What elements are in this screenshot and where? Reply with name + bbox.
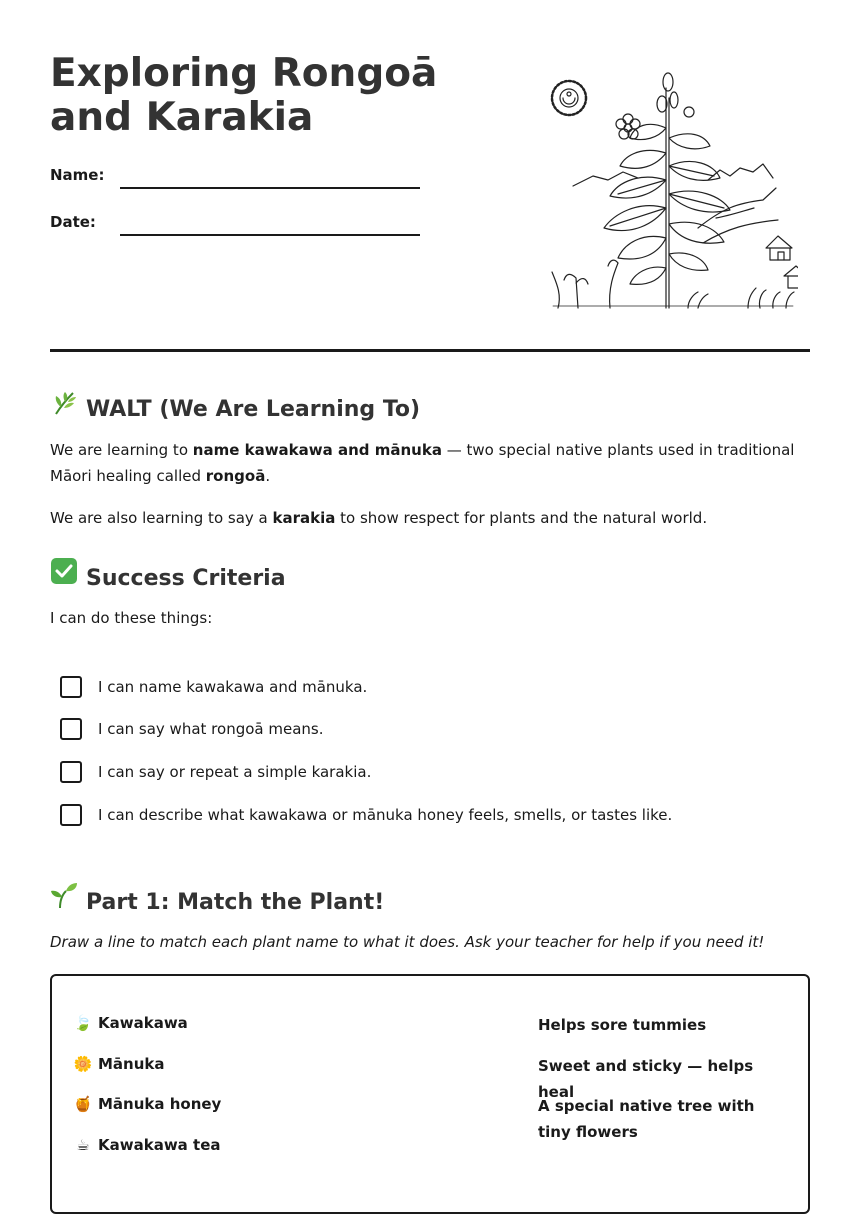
text-run: . <box>265 467 271 485</box>
text-run: We are learning to <box>50 441 193 459</box>
match-left-item[interactable] <box>72 1095 221 1113</box>
match-right-item[interactable]: Sweet and sticky — helps heal <box>538 1057 754 1101</box>
success-heading-text: Success Criteria <box>86 566 286 591</box>
herb-icon <box>50 390 78 424</box>
bold-run: karakia <box>272 509 336 527</box>
text-run: We are also learning to say a <box>50 509 273 527</box>
criteria-checkbox[interactable] <box>60 676 82 698</box>
date-line[interactable] <box>120 234 420 236</box>
bold-run: name kawakawa and mānuka <box>192 441 442 459</box>
criteria-text: I can name kawakawa and mānuka. <box>98 678 368 696</box>
match-left-label: Kawakawa <box>98 1014 188 1032</box>
hot-beverage-icon: ☕ <box>76 1136 90 1154</box>
criteria-item <box>60 716 323 742</box>
criteria-checkbox[interactable] <box>60 718 82 740</box>
match-left-label: Mānuka honey <box>98 1095 222 1113</box>
match-left-label: Kawakawa tea <box>98 1136 221 1154</box>
criteria-item <box>60 802 672 828</box>
match-left-label: Mānuka <box>98 1055 165 1073</box>
criteria-checkbox[interactable] <box>60 804 82 826</box>
whare-icon <box>766 236 798 288</box>
text-run: — two special native plants used in traditional Māori healing called <box>50 441 795 485</box>
success-intro: I can do these things: <box>50 609 213 627</box>
walt-heading <box>50 390 420 424</box>
name-line[interactable] <box>120 187 420 189</box>
plant-landscape-illustration <box>548 68 798 318</box>
honey-pot-icon: 🍯 <box>73 1095 93 1113</box>
date-label: Date: <box>50 213 96 231</box>
success-heading <box>50 557 286 593</box>
criteria-text: I can describe what kawakawa or mānuka honey feels, smells, or tastes like. <box>98 806 673 824</box>
match-left-item[interactable] <box>72 1055 165 1073</box>
criteria-text: I can say or repeat a simple karakia. <box>98 763 372 781</box>
walt-paragraph-2 <box>50 505 810 531</box>
flower-icon: 🌼 <box>73 1055 93 1073</box>
match-left-item[interactable] <box>72 1014 188 1032</box>
criteria-text: I can say what rongoā means. <box>98 720 324 738</box>
match-right-item[interactable]: A special native tree with tiny flowers <box>538 1097 755 1141</box>
part1-instructions: Draw a line to match each plant name to what it does. Ask your teacher for help if you need it! <box>50 933 765 951</box>
criteria-item <box>60 674 367 700</box>
text-run: to show respect for plants and the natural world. <box>335 509 708 527</box>
header-divider <box>50 349 810 352</box>
part1-heading <box>50 881 384 917</box>
part1-heading-text: Part 1: Match the Plant! <box>86 890 385 915</box>
match-left-item[interactable] <box>72 1136 221 1154</box>
leaf-icon: 🍃 <box>73 1014 93 1032</box>
seedling-icon <box>50 881 78 917</box>
match-right-item[interactable]: Helps sore tummies <box>538 1016 707 1034</box>
check-box-icon <box>50 557 78 593</box>
page-title: Exploring Rongoā and Karakia <box>50 51 438 140</box>
criteria-item <box>60 759 371 785</box>
criteria-checkbox[interactable] <box>60 761 82 783</box>
bold-run: rongoā <box>205 467 266 485</box>
name-label: Name: <box>50 166 105 184</box>
walt-heading-text: WALT (We Are Learning To) <box>86 397 421 422</box>
sun-icon <box>552 81 586 115</box>
match-activity-box <box>50 974 810 1214</box>
walt-paragraph-1 <box>50 437 810 489</box>
